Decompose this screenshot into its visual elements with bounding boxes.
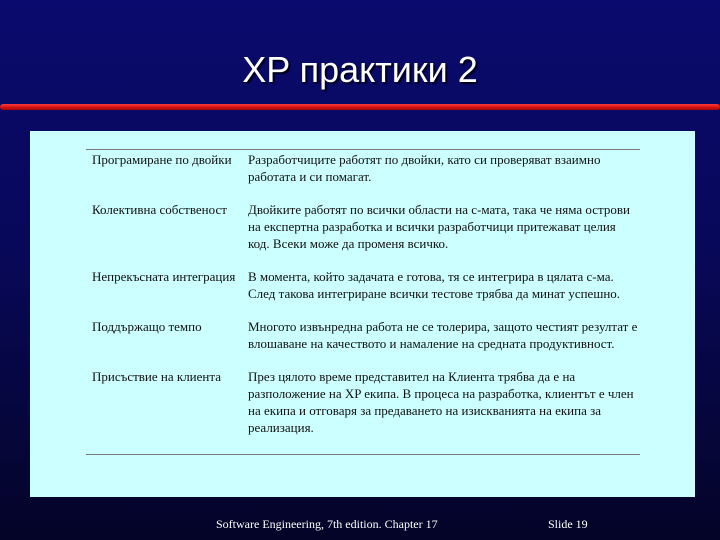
practices-table — [86, 149, 640, 455]
practice-description: Двойките работят по всички области на с-мата, така че няма острови на експертна разработка и всички разработчици притежават целия код. Всеки може да променя всичко. — [248, 202, 630, 251]
slide-number: Slide 19 — [548, 517, 588, 531]
slide-title: XP практики 2 — [242, 49, 478, 90]
practice-description: През цялото време представител на Клиента трябва да е на разположение на XP екипа. В процеса на разработка, клиентът е член на екипа и отговаря за предаването на изискванията на екипа за реализация. — [242, 362, 640, 455]
practice-description: Разработчиците работят по двойки, като си проверяват взаимно работата и си помагат. — [242, 150, 640, 196]
practice-name: Програмиране по двойки — [86, 150, 242, 196]
table-row — [86, 262, 640, 312]
practice-name: Присъствие на клиента — [86, 362, 242, 455]
practice-name: Поддържащо темпо — [92, 319, 202, 334]
footer-text: Software Engineering, 7th edition. Chapter 17 — [216, 517, 438, 531]
table-row — [86, 362, 640, 455]
table-row — [86, 150, 640, 196]
practice-description: В момента, който задачата е готова, тя се интегрира в цялата с-ма. След такова интегриране всички тестове трябва да минат успешно. — [248, 269, 621, 301]
table-row — [86, 195, 640, 262]
title-underline — [0, 104, 720, 110]
practice-name: Непрекъсната интеграция — [92, 269, 236, 284]
table-row — [86, 312, 640, 362]
practice-description: Многото извънредна работа не се толерира, защото честият резултат е влошаване на качеството и намаление на средната продуктивност. — [248, 319, 638, 351]
practice-name: Колективна собственост — [92, 202, 227, 217]
